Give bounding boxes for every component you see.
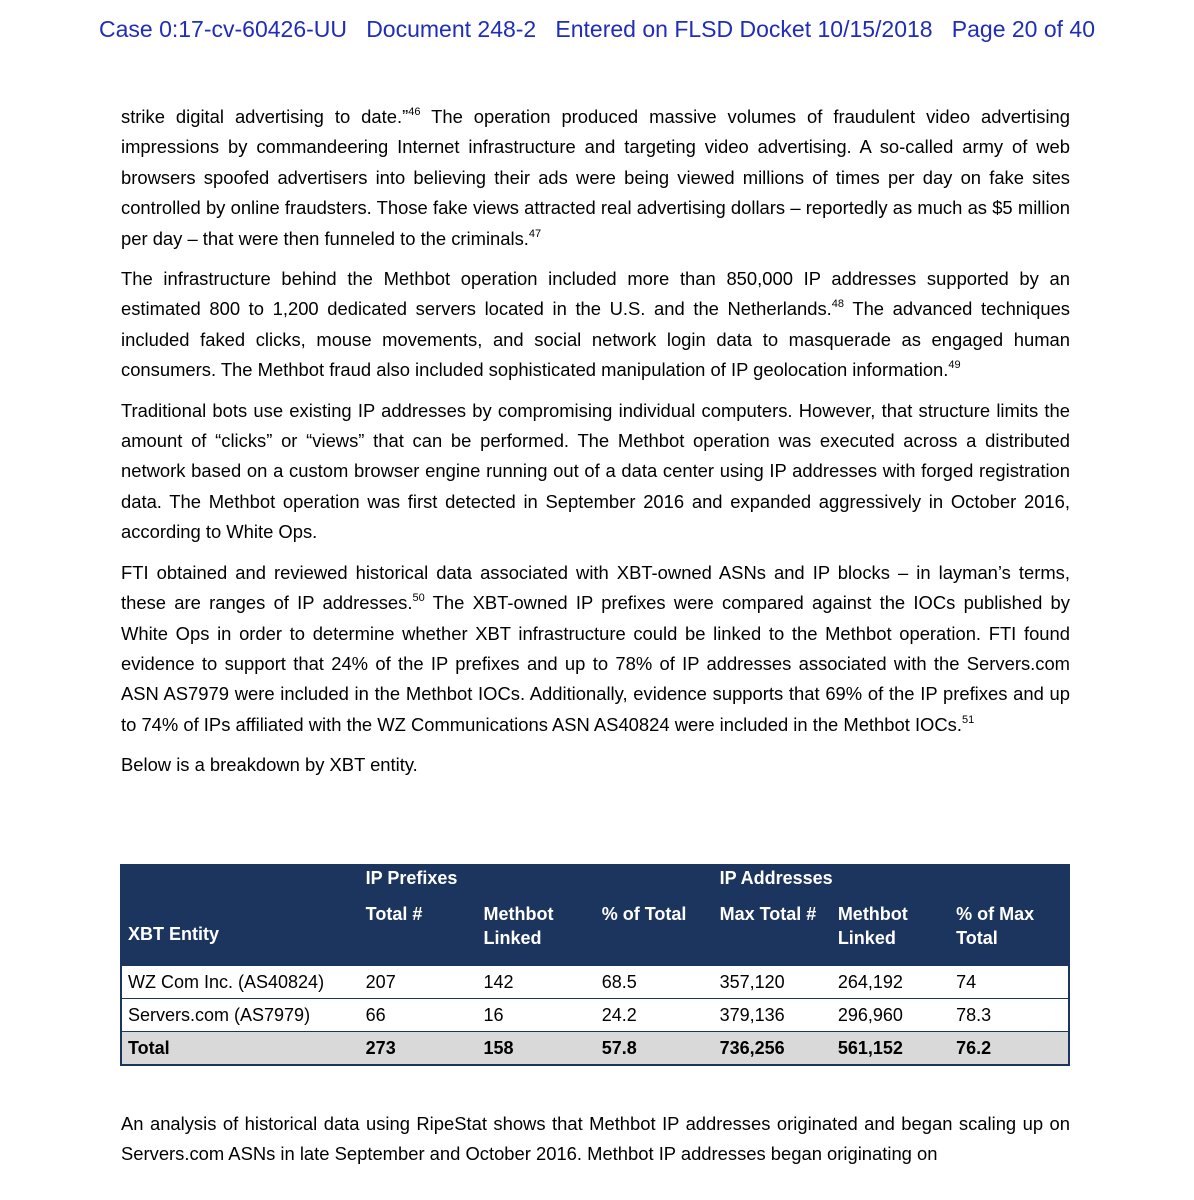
table-cell: 264,192 [832,966,950,999]
column-header: Max Total # [714,902,832,966]
paragraph-text: strike digital advertising to date.” [121,106,409,127]
paragraph-3 [121,396,1070,548]
paragraph-text: An analysis of historical data using RipeStat shows that Methbot IP addresses originated and began scaling up on Servers.com ASNs in late September and October 2016. Methbot IP addresses began originating on [121,1113,1070,1165]
column-header: Methbot Linked [832,902,950,966]
table-cell: 68.5 [596,966,714,999]
page-number: Page 20 of 40 [951,16,1095,42]
paragraph-text: FTI obtained and reviewed historical data associated with XBT-owned ASNs and IP blocks – in layman’s terms, these are ranges of IP addresses. [121,561,1070,614]
table-row [121,966,1069,999]
case-number: Case 0:17-cv-60426-UU [99,16,348,42]
paragraph-1 [121,102,1070,254]
table-cell: 296,960 [832,999,950,1032]
table-cell: 736,256 [714,1032,832,1066]
footnote-ref: 50 [412,591,425,604]
group-header-ip-prefixes: IP Prefixes [360,865,714,902]
paragraph-text: Traditional bots use existing IP addresses by compromising individual computers. However, that structure limits the amount of “clicks” or “views” that can be performed. The Methbot operation was executed across a distributed network based on a custom browser engine running out of a data center using IP addresses with forged registration data. The Methbot operation was first detected in September 2016 and expanded aggressively in October 2016, according to White Ops. [121,399,1070,543]
paragraph-5 [121,750,1070,780]
table-cell: 16 [477,999,595,1032]
body-text [121,102,1070,791]
document-number: Document 248-2 [366,16,537,42]
footnote-ref: 47 [528,227,542,240]
table-cell: 24.2 [596,999,714,1032]
footnote-ref: 49 [948,359,961,372]
group-header-empty [121,865,360,902]
table-column-header [121,902,1069,966]
paragraph-text: The XBT-owned IP prefixes were compared against the IOCs published by White Ops in order to determine whether XBT infrastructure could be linked to the Methbot operation. FTI found evidence to support that 24% of the IP prefixes and up to 78% of IP addresses associated with the Servers.com ASN AS7979 were included in the Methbot IOCs. Additionally, evidence supports that 69% of the IP prefixes and up to 74% of IPs affiliated with the WZ Communications ASN AS40824 were included in the Methbot IOCs. [121,592,1070,735]
table-cell: 207 [360,966,478,999]
group-header-ip-addresses: IP Addresses [714,865,1069,902]
paragraph-text: Below is a breakdown by XBT entity. [121,754,418,776]
table-cell: 379,136 [714,999,832,1032]
column-header: XBT Entity [121,902,360,966]
table-cell: Servers.com (AS7979) [121,999,360,1032]
table-cell: WZ Com Inc. (AS40824) [121,966,360,999]
table-cell: Total [121,1032,360,1066]
table-cell: 66 [360,999,478,1032]
footnote-ref: 46 [408,105,421,118]
footnote-ref: 51 [961,713,975,726]
paragraph-text: The advanced techniques included faked clicks, mouse movements, and social network login data to masquerade as engaged human consumers. The Methbot fraud also included sophisticated manipulation of IP geolocation information. [121,298,1070,381]
table-cell: 78.3 [950,999,1069,1032]
table-cell: 76.2 [950,1032,1069,1066]
column-header: Total # [360,902,478,966]
table-cell: 142 [477,966,595,999]
column-header: % of Max Total [950,902,1069,966]
table-cell: 273 [360,1032,478,1066]
footnote-ref: 48 [831,298,845,311]
xbt-breakdown-table [120,864,1070,1066]
docket-header [0,16,1194,43]
docket-entry: Entered on FLSD Docket 10/15/2018 [555,16,933,42]
paragraph-text: The infrastructure behind the Methbot operation included more than 850,000 IP addresses supported by an estimated 800 to 1,200 dedicated servers located in the U.S. and the Netherlands. [121,268,1070,320]
table-cell: 561,152 [832,1032,950,1066]
column-header: Methbot Linked [477,902,595,966]
table-cell: 357,120 [714,966,832,999]
table-cell: 158 [477,1032,595,1066]
paragraph-2 [121,264,1070,386]
paragraph-6 [121,1109,1070,1170]
table-group-header [121,865,1069,902]
table-row [121,999,1069,1032]
table-total-row [121,1032,1069,1066]
column-header: % of Total [596,902,714,966]
table-cell: 74 [950,966,1069,999]
paragraph-4 [121,558,1070,740]
paragraph-text: The operation produced massive volumes of fraudulent video advertising impressions by commandeering Internet infrastructure and targeting video advertising. A so-called army of web browsers spoofed advertisers into believing their ads were being viewed millions of times per day on fake sites controlled by online fraudsters. Those fake views attracted real advertising dollars – reportedly as much as $5 million per day – that were then funneled to the criminals. [121,106,1070,249]
table-cell: 57.8 [596,1032,714,1066]
